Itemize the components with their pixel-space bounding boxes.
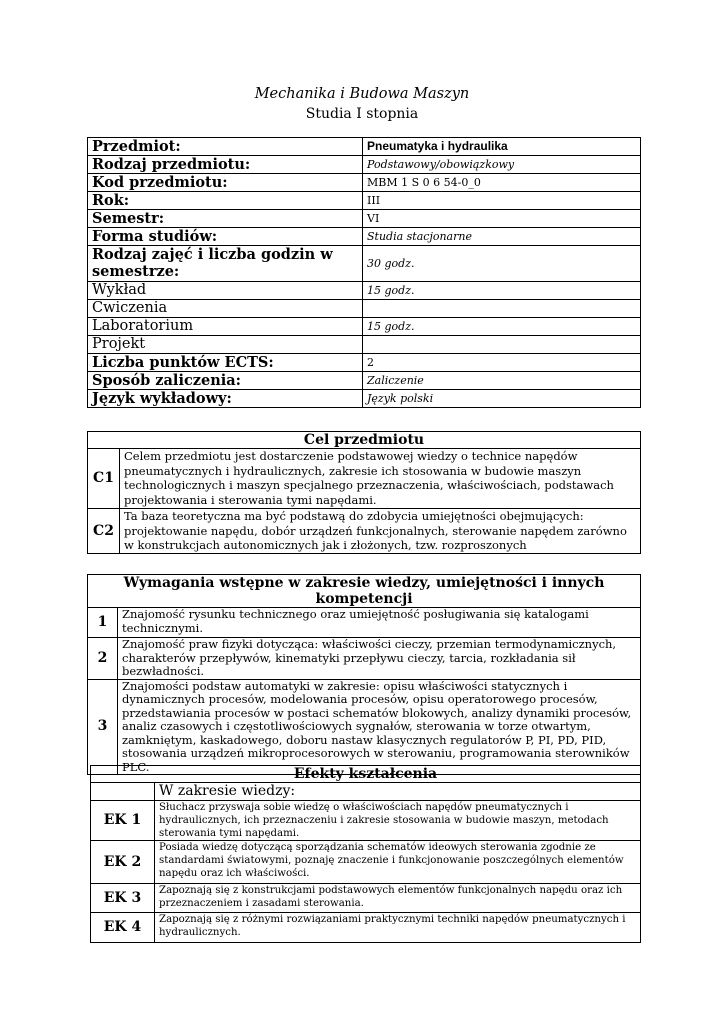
prerequisite-text: Znajomość rysunku technicznego oraz umiejętność posługiwania się katalogami technicznymi. — [118, 608, 641, 638]
info-value: MBM 1 S 0 6 54-0_0 — [363, 174, 641, 192]
info-key: Forma studiów: — [88, 228, 363, 246]
info-value: Język polski — [363, 390, 641, 408]
table-row — [88, 318, 641, 336]
table-row — [88, 192, 641, 210]
table-row — [88, 509, 641, 554]
table-row — [91, 841, 641, 884]
course-goals-table — [87, 431, 641, 554]
outcome-text: Słuchacz przyswaja sobie wiedzę o właściwościach napędów pneumatycznych i hydraulicznych, ich przeznaczeniu i zakresie stosowania w budowie maszyn, metodach sterowania tymi napędami. — [155, 801, 641, 841]
table-row — [88, 372, 641, 390]
table-row — [91, 884, 641, 913]
info-value — [363, 336, 641, 354]
table-row — [88, 210, 641, 228]
outcome-text: Posiada wiedzę dotyczącą sporządzania schematów ideowych sterowania zgodnie ze standardami światowymi, poznaję znaczenie i funkcjonowanie poszczególnych elementów napędu oraz ich właściwości. — [155, 841, 641, 884]
goal-label: C2 — [88, 509, 120, 554]
prerequisite-text: Znajomość praw fizyki dotycząca: właściwości cieczy, przemian termodynamicznych, charakterów przepływów, kinematyki przepływu cieczy, tarcia, rozkładania sił bezwładności. — [118, 638, 641, 680]
outcome-label: EK 2 — [91, 841, 155, 884]
table-row — [88, 390, 641, 408]
goal-label: C1 — [88, 449, 120, 509]
prerequisites-table — [87, 574, 641, 775]
info-key: Semestr: — [88, 210, 363, 228]
info-key: Rodzaj zajęć i liczba godzin w semestrze: — [88, 246, 363, 282]
table-row — [91, 783, 641, 801]
table-row — [91, 913, 641, 943]
info-value: 15 godz. — [363, 318, 641, 336]
prerequisite-label: 1 — [88, 608, 118, 638]
info-key: Ćwiczenia — [88, 300, 363, 318]
table-row — [88, 638, 641, 680]
table-row — [88, 300, 641, 318]
info-value — [363, 300, 641, 318]
empty-cell — [91, 783, 155, 801]
outcome-label: EK 3 — [91, 884, 155, 913]
prerequisite-text: Znajomości podstaw automatyki w zakresie: opisu właściwości statycznych i dynamicznych procesów, modelowania procesów, opisu operatorowego procesów, przedstawiania procesów w postaci schematów blokowych, analizy dynamiki procesów, analiz czasowych i częstotliwościowych sygnałów, sterowania w torze otwartym, zamkniętym, kaskadowego, doboru nastaw klasycznych regulatorów P, PI, PD, PID, stosowania urządzeń mikroprocesorowych w sterowaniu, programowania sterowników PLC. — [118, 679, 641, 775]
table-row — [88, 336, 641, 354]
info-key: Projekt — [88, 336, 363, 354]
outcome-label: EK 1 — [91, 801, 155, 841]
info-value: Studia stacjonarne — [363, 228, 641, 246]
document-subtitle: Studia I stopnia — [305, 106, 419, 122]
info-key: Język wykładowy: — [88, 390, 363, 408]
info-value: 30 godz. — [363, 246, 641, 282]
goal-text: Celem przedmiotu jest dostarczenie podstawowej wiedzy o technice napędów pneumatycznych i hydraulicznych, zakresie ich stosowania w budowie maszyn technologicznych i maszyn specjalnego przeznaczenia, właściwościach, podstawach projektowania i sterowania tymi napędami. — [120, 449, 641, 509]
info-value: III — [363, 192, 641, 210]
outcome-label: EK 4 — [91, 913, 155, 943]
document-title: Mechanika i Budowa Maszyn — [254, 86, 470, 102]
table-row — [91, 801, 641, 841]
info-value: Zaliczenie — [363, 372, 641, 390]
table-row — [88, 156, 641, 174]
table-row — [88, 575, 641, 608]
table-row — [91, 766, 641, 783]
section-subheading: W zakresie wiedzy: — [155, 783, 641, 801]
table-row — [88, 449, 641, 509]
table-row — [88, 679, 641, 775]
prerequisite-label: 2 — [88, 638, 118, 680]
info-key: Przedmiot: — [88, 138, 363, 156]
course-info-table — [87, 137, 641, 408]
info-key: Rodzaj przedmiotu: — [88, 156, 363, 174]
outcome-text: Zapoznają się z konstrukcjami podstawowych elementów funkcjonalnych napędu oraz ich przeznaczeniem i zasadami sterowania. — [155, 884, 641, 913]
info-key: Sposób zaliczenia: — [88, 372, 363, 390]
table-row — [88, 282, 641, 300]
info-key: Wykład — [88, 282, 363, 300]
outcome-text: Zapoznają się z różnymi rozwiązaniami praktycznymi techniki napędów pneumatycznych i hydraulicznych. — [155, 913, 641, 943]
learning-outcomes-table — [90, 765, 641, 943]
section-heading: Cel przedmiotu — [88, 432, 641, 449]
info-key: Kod przedmiotu: — [88, 174, 363, 192]
section-heading: Efekty kształcenia — [91, 766, 641, 783]
table-row — [88, 246, 641, 282]
section-heading: Wymagania wstępne w zakresie wiedzy, umiejętności i innych kompetencji — [88, 575, 641, 608]
table-row — [88, 228, 641, 246]
info-value: 15 godz. — [363, 282, 641, 300]
info-value: 2 — [363, 354, 641, 372]
info-key: Rok: — [88, 192, 363, 210]
table-row — [88, 138, 641, 156]
table-row — [88, 354, 641, 372]
prerequisite-label: 3 — [88, 679, 118, 775]
info-value: Podstawowy/obowiązkowy — [363, 156, 641, 174]
info-key: Laboratorium — [88, 318, 363, 336]
table-row — [88, 174, 641, 192]
table-row — [88, 432, 641, 449]
goal-text: Ta baza teoretyczna ma być podstawą do zdobycia umiejętności obejmujących: projektowanie napędu, dobór urządzeń funkcjonalnych, sterowanie napędem zarówno w konstrukcjach autonomicznych jak i złożonych, tzw. rozproszonych — [120, 509, 641, 554]
info-key: Liczba punktów ECTS: — [88, 354, 363, 372]
info-value: Pneumatyka i hydraulika — [363, 138, 641, 156]
table-row — [88, 608, 641, 638]
info-value: VI — [363, 210, 641, 228]
